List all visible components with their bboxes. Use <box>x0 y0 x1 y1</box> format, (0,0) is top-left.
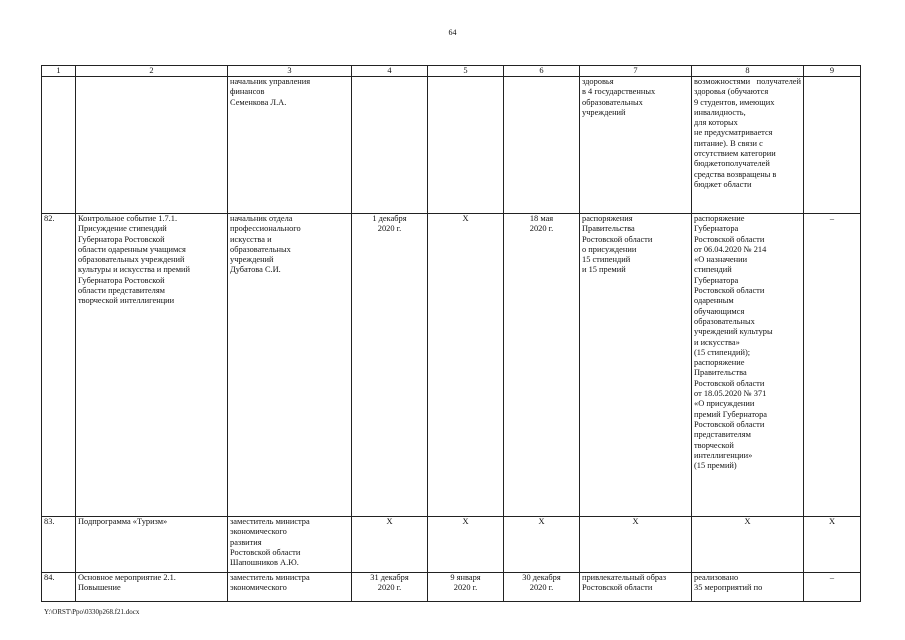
event-name: Основное мероприятие 2.1. Повышение <box>76 573 228 602</box>
actual-result <box>692 77 804 214</box>
row-number: 84. <box>42 573 76 602</box>
actual-date: 18 мая 2020 г. <box>504 214 580 517</box>
reason: – <box>804 573 861 602</box>
reason <box>804 77 861 214</box>
column-header: 7 <box>580 66 692 77</box>
responsible: заместитель министра экономического <box>228 573 352 602</box>
start-date: Х <box>428 214 504 517</box>
column-header: 8 <box>692 66 804 77</box>
row-number: 82. <box>42 214 76 517</box>
start-date: 9 января 2020 г. <box>428 573 504 602</box>
column-header: 6 <box>504 66 580 77</box>
actual-result: распоряжение Губернатора Ростовской области от 06.04.2020 № 214 «О назначении стипендий Губернатора Ростовской области одаренным обучающимся образовательных учреждений культуры и искусства» (15 стипендий); распоряжение Правительства Ростовской области от 18.05.2020 № 371 «О присуждении премий Губернатора Ростовской области представителям творческой интеллигенции» (15 премий) <box>692 214 804 517</box>
table-row <box>42 573 861 602</box>
row-number: 83. <box>42 517 76 573</box>
start-date <box>428 77 504 214</box>
planned-result: привлекательный образ Ростовской области <box>580 573 692 602</box>
actual-result: Х <box>692 517 804 573</box>
actual-result-text: здоровья (обучаются 9 студентов, имеющих инвалидность, для которых не предусматривается питание). В связи с отсутствием категории бюджетополучателей средства возвращены в бюджет области <box>694 87 777 189</box>
planned-date: 31 декабря 2020 г. <box>352 573 428 602</box>
actual-date: 30 декабря 2020 г. <box>504 573 580 602</box>
responsible: начальник отдела профессионального искусства и образовательных учреждений Дубатова С.И. <box>228 214 352 517</box>
file-path-footer: Y:\ORST\Ppo\0330p268.f21.docx <box>44 608 140 616</box>
column-header: 4 <box>352 66 428 77</box>
page-number: 64 <box>448 28 457 37</box>
planned-result: распоряжения Правительства Ростовской области о присуждении 15 стипендий и 15 премий <box>580 214 692 517</box>
reason: – <box>804 214 861 517</box>
planned-date: 1 декабря 2020 г. <box>352 214 428 517</box>
column-header: 1 <box>42 66 76 77</box>
event-name: Контрольное событие 1.7.1. Присуждение стипендий Губернатора Ростовской области одаренным учащимся образовательных учреждений культуры и искусства и премий Губернатора Ростовской области представителям творческой интеллигенции <box>76 214 228 517</box>
column-header: 2 <box>76 66 228 77</box>
start-date: Х <box>428 517 504 573</box>
actual-result-line: возможностями <box>694 77 751 86</box>
column-header: 5 <box>428 66 504 77</box>
planned-date: Х <box>352 517 428 573</box>
event-name: Подпрограмма «Туризм» <box>76 517 228 573</box>
row-number <box>42 77 76 214</box>
column-header: 9 <box>804 66 861 77</box>
report-table <box>41 65 861 602</box>
planned-result: Х <box>580 517 692 573</box>
planned-date <box>352 77 428 214</box>
actual-result-line: получателей <box>756 77 801 86</box>
actual-date <box>504 77 580 214</box>
header-row <box>42 66 861 77</box>
actual-date: Х <box>504 517 580 573</box>
event-name <box>76 77 228 214</box>
reason: Х <box>804 517 861 573</box>
actual-result: реализовано 35 мероприятий по <box>692 573 804 602</box>
responsible: заместитель министра экономического развития Ростовской области Шапошников А.Ю. <box>228 517 352 573</box>
table-row <box>42 77 861 214</box>
planned-result: здоровья в 4 государственных образовательных учреждений <box>580 77 692 214</box>
column-header: 3 <box>228 66 352 77</box>
responsible: начальник управления финансов Семенкова Л.А. <box>228 77 352 214</box>
table-row <box>42 214 861 517</box>
table-row <box>42 517 861 573</box>
